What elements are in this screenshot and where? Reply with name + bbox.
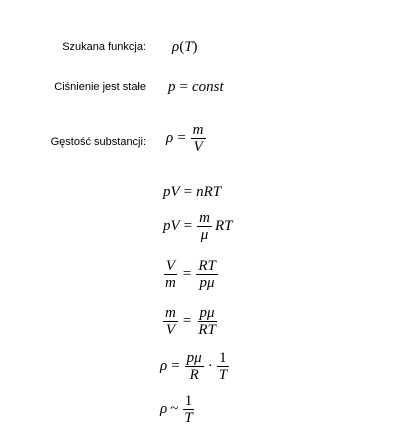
symbol-p: p <box>168 79 176 95</box>
symbol-nrt: nRT <box>196 184 222 200</box>
formula-rho-pmu-r-t <box>160 350 230 383</box>
formula-pv-m-mu-rt <box>163 210 233 243</box>
symbol-rt: RT <box>214 218 233 234</box>
equals-sign: = <box>183 184 193 200</box>
denominator: m <box>165 275 176 291</box>
fraction-rt-over-pmu <box>196 258 218 291</box>
label-sought-function: Szukana funkcja: <box>62 41 146 53</box>
denominator: T <box>184 410 193 426</box>
label-density: Gęstość substancji: <box>50 136 146 148</box>
fraction-m-over-v <box>163 305 178 338</box>
numerator: RT <box>198 258 216 274</box>
formula-v-over-m <box>162 258 219 291</box>
numerator: m <box>192 122 204 138</box>
paren-open: ( <box>179 39 185 55</box>
equals-sign: = <box>177 130 186 146</box>
denominator: RT <box>198 322 216 338</box>
numerator: pμ <box>199 305 215 321</box>
symbol-const: const <box>191 79 224 95</box>
symbol-pv: pV <box>163 184 180 200</box>
formula-rho-of-t <box>172 39 198 56</box>
numerator: pμ <box>186 350 202 366</box>
denominator: pμ <box>199 275 215 291</box>
numerator: m <box>165 305 176 321</box>
fraction-pmu-over-rt <box>196 305 218 338</box>
equals-sign: = <box>179 79 188 95</box>
numerator: V <box>165 258 175 274</box>
denominator: T <box>218 367 228 383</box>
fraction-one-over-t <box>217 350 229 383</box>
equals-sign: = <box>182 313 192 329</box>
proportional-sign: ~ <box>170 401 179 417</box>
fraction-pmu-over-r <box>185 350 204 383</box>
symbol-rho: ρ <box>160 358 168 374</box>
formula-ideal-gas <box>163 184 221 201</box>
label-pressure-constant: Ciśnienie jest stałe <box>54 81 146 93</box>
paren-close: ) <box>192 39 198 55</box>
symbol-rho: ρ <box>172 39 180 55</box>
formula-p-const <box>168 79 224 96</box>
formula-rho-proportional <box>160 393 196 426</box>
numerator: 1 <box>219 350 227 366</box>
denominator: R <box>189 367 199 383</box>
dot-operator: · <box>207 358 213 374</box>
fraction-one-over-t <box>182 393 194 426</box>
fraction-m-over-mu <box>197 210 212 243</box>
denominator: μ <box>200 227 209 243</box>
symbol-rho: ρ <box>166 130 174 146</box>
formula-m-over-v <box>162 305 219 338</box>
numerator: m <box>199 210 210 226</box>
denominator: V <box>193 139 203 155</box>
numerator: 1 <box>184 393 193 409</box>
symbol-pv: pV <box>163 218 180 234</box>
fraction-m-over-v <box>191 122 206 155</box>
formula-rho-m-over-v <box>166 122 207 155</box>
equals-sign: = <box>182 266 192 282</box>
denominator: V <box>165 322 175 338</box>
symbol-t: T <box>184 39 193 55</box>
equals-sign: = <box>183 218 193 234</box>
symbol-rho: ρ <box>160 401 168 417</box>
fraction-v-over-m <box>163 258 178 291</box>
equals-sign: = <box>171 358 180 374</box>
